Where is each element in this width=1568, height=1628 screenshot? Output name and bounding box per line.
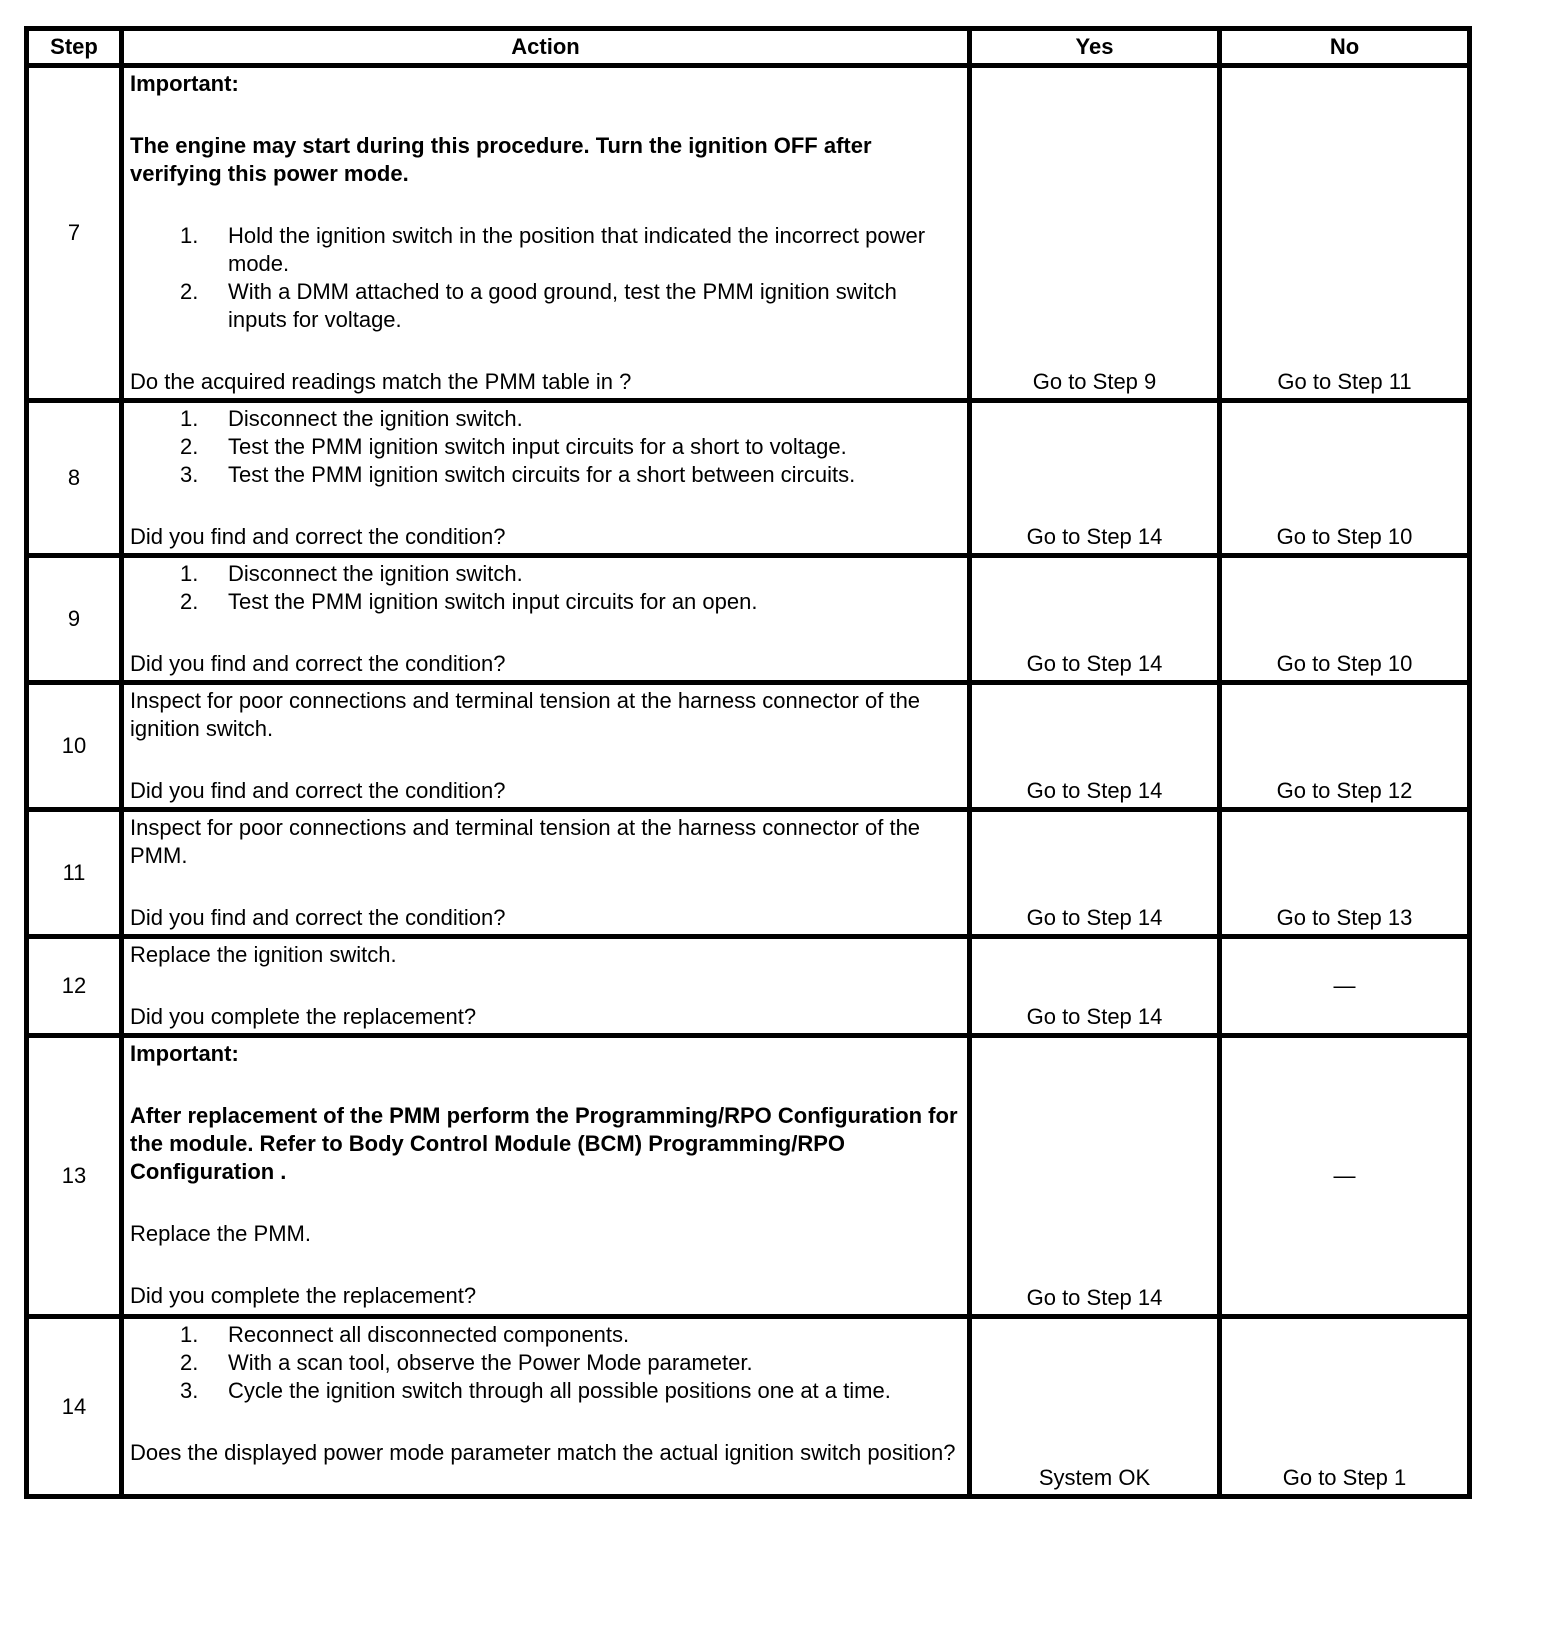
no-result: Go to Step 1	[1220, 1317, 1470, 1497]
action-cell	[122, 556, 970, 683]
list-text: Test the PMM ignition switch circuits for a short between circuits.	[228, 462, 856, 487]
table-row-step-14	[27, 1317, 1470, 1497]
action-cell	[122, 66, 970, 401]
table-row-step-11	[27, 810, 1470, 937]
list-item	[130, 405, 961, 433]
action-cell	[122, 1317, 970, 1497]
list-number: 2.	[180, 589, 199, 614]
list-item	[130, 222, 961, 278]
action-text: Replace the PMM.	[130, 1221, 311, 1246]
action-text: Inspect for poor connections and terminal tension at the harness connector of the ignition switch.	[130, 688, 921, 741]
yes-result: Go to Step 14	[970, 556, 1220, 683]
instruction-list	[130, 222, 961, 334]
action-cell	[122, 683, 970, 810]
question-text: Did you find and correct the condition?	[130, 524, 506, 549]
list-number: 3.	[180, 462, 199, 487]
list-item	[130, 1377, 961, 1405]
no-result: Go to Step 10	[1220, 401, 1470, 556]
list-text: With a scan tool, observe the Power Mode parameter.	[228, 1350, 753, 1375]
header-action: Action	[122, 29, 970, 66]
important-text: After replacement of the PMM perform the Programming/RPO Configuration for the module. Refer to Body Control Module (BCM) Programming/RPO Configuration .	[130, 1103, 958, 1184]
list-text: Test the PMM ignition switch input circuits for a short to voltage.	[228, 434, 847, 459]
yes-result: Go to Step 14	[970, 937, 1220, 1036]
important-label: Important:	[130, 71, 239, 96]
list-number: 1.	[180, 223, 199, 248]
list-text: Reconnect all disconnected components.	[228, 1322, 630, 1347]
list-item	[130, 278, 961, 334]
table-row-step-7	[27, 66, 1470, 401]
header-no: No	[1220, 29, 1470, 66]
action-cell	[122, 810, 970, 937]
important-text: The engine may start during this procedure. Turn the ignition OFF after verifying this power mode.	[130, 133, 872, 186]
table-row-step-9	[27, 556, 1470, 683]
question-text: Did you find and correct the condition?	[130, 905, 506, 930]
question-text: Did you find and correct the condition?	[130, 778, 506, 803]
list-item	[130, 433, 961, 461]
no-result-dash: —	[1220, 937, 1470, 1036]
list-text: Disconnect the ignition switch.	[228, 561, 523, 586]
step-number: 7	[27, 66, 122, 401]
header-yes: Yes	[970, 29, 1220, 66]
no-result-dash: —	[1220, 1036, 1470, 1317]
no-result: Go to Step 13	[1220, 810, 1470, 937]
yes-result: System OK	[970, 1317, 1220, 1497]
question-text: Did you complete the replacement?	[130, 1283, 477, 1308]
list-text: Disconnect the ignition switch.	[228, 406, 523, 431]
step-number: 12	[27, 937, 122, 1036]
list-text: Hold the ignition switch in the position that indicated the incorrect power mode.	[228, 223, 926, 276]
step-number: 14	[27, 1317, 122, 1497]
header-row	[27, 29, 1470, 66]
list-number: 3.	[180, 1378, 199, 1403]
action-text: Replace the ignition switch.	[130, 942, 397, 967]
list-number: 1.	[180, 561, 199, 586]
list-number: 1.	[180, 406, 199, 431]
list-item	[130, 560, 961, 588]
table-row-step-10	[27, 683, 1470, 810]
instruction-list	[130, 560, 961, 616]
yes-result: Go to Step 14	[970, 1036, 1220, 1317]
action-text: Inspect for poor connections and terminal tension at the harness connector of the PMM.	[130, 815, 921, 868]
action-cell	[122, 937, 970, 1036]
list-number: 2.	[180, 434, 199, 459]
instruction-list	[130, 405, 961, 489]
list-item	[130, 1321, 961, 1349]
list-item	[130, 461, 961, 489]
diagnostic-table	[24, 26, 1472, 1499]
list-text: Cycle the ignition switch through all possible positions one at a time.	[228, 1378, 891, 1403]
list-number: 2.	[180, 1350, 199, 1375]
step-number: 10	[27, 683, 122, 810]
list-item	[130, 588, 961, 616]
list-text: Test the PMM ignition switch input circuits for an open.	[228, 589, 758, 614]
question-text: Do the acquired readings match the PMM table in ?	[130, 369, 632, 394]
action-cell	[122, 1036, 970, 1317]
question-text: Does the displayed power mode parameter match the actual ignition switch position?	[130, 1440, 956, 1465]
table-row-step-8	[27, 401, 1470, 556]
step-number: 13	[27, 1036, 122, 1317]
instruction-list	[130, 1321, 961, 1405]
yes-result: Go to Step 14	[970, 401, 1220, 556]
list-number: 2.	[180, 279, 199, 304]
no-result: Go to Step 10	[1220, 556, 1470, 683]
step-number: 8	[27, 401, 122, 556]
header-step: Step	[27, 29, 122, 66]
question-text: Did you find and correct the condition?	[130, 651, 506, 676]
no-result: Go to Step 12	[1220, 683, 1470, 810]
yes-result: Go to Step 14	[970, 683, 1220, 810]
question-text: Did you complete the replacement?	[130, 1004, 477, 1029]
yes-result: Go to Step 14	[970, 810, 1220, 937]
important-label: Important:	[130, 1041, 239, 1066]
step-number: 11	[27, 810, 122, 937]
action-cell	[122, 401, 970, 556]
step-number: 9	[27, 556, 122, 683]
list-number: 1.	[180, 1322, 199, 1347]
table-row-step-12	[27, 937, 1470, 1036]
no-result: Go to Step 11	[1220, 66, 1470, 401]
list-text: With a DMM attached to a good ground, test the PMM ignition switch inputs for voltage.	[228, 279, 897, 332]
table-row-step-13	[27, 1036, 1470, 1317]
yes-result: Go to Step 9	[970, 66, 1220, 401]
list-item	[130, 1349, 961, 1377]
